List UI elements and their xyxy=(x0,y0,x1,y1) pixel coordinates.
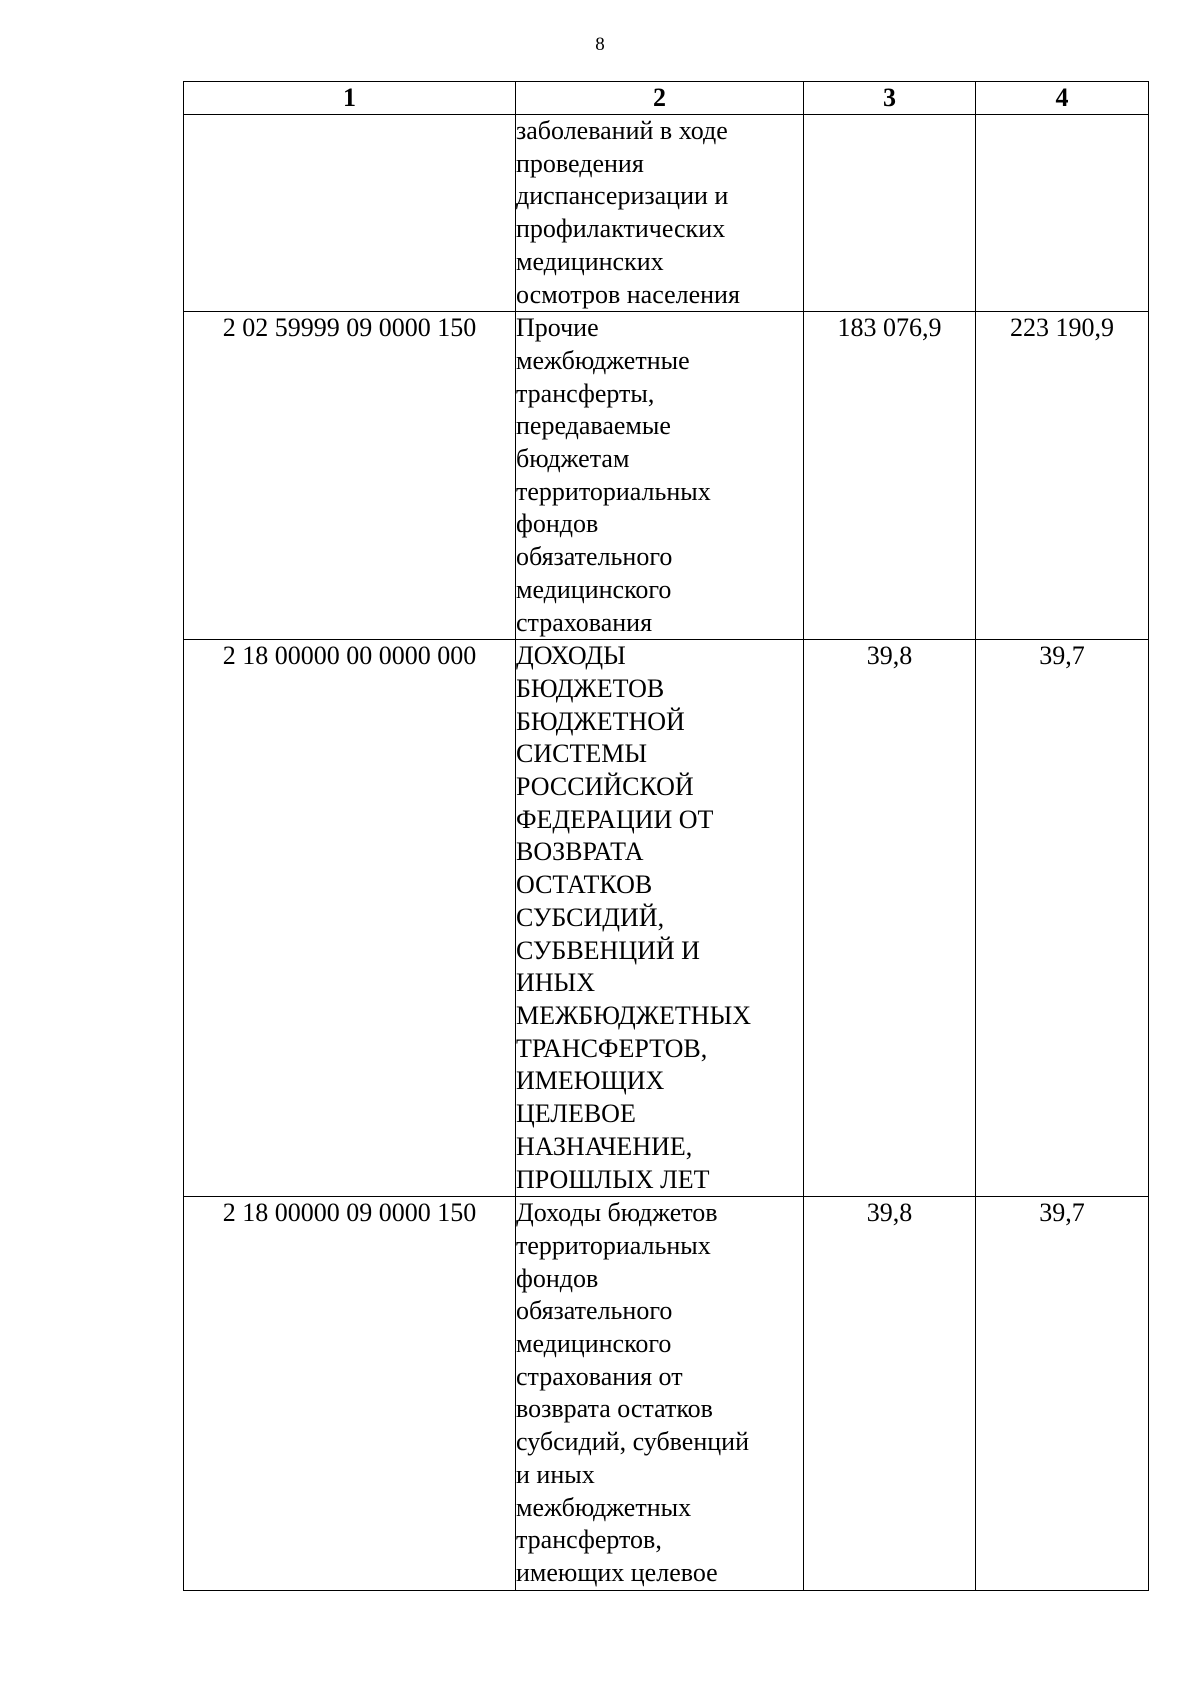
table-header-row xyxy=(184,82,1149,115)
row-code: 2 02 59999 09 0000 150 xyxy=(184,312,516,640)
row-value-3: 39,8 xyxy=(804,640,976,1197)
page-number: 8 xyxy=(595,34,605,55)
table-row xyxy=(184,115,1149,312)
row-description: Прочие межбюджетные трансферты, передаваемые бюджетам территориальных фондов обязательного медицинского страхования xyxy=(516,312,804,640)
row-code xyxy=(184,115,516,312)
column-header-3: 3 xyxy=(804,82,976,115)
table-row xyxy=(184,1197,1149,1590)
row-value-3: 183 076,9 xyxy=(804,312,976,640)
row-value-4: 223 190,9 xyxy=(976,312,1149,640)
row-value-3: 39,8 xyxy=(804,1197,976,1590)
row-value-3 xyxy=(804,115,976,312)
column-header-2: 2 xyxy=(516,82,804,115)
table-row xyxy=(184,312,1149,640)
row-description: ДОХОДЫ БЮДЖЕТОВ БЮДЖЕТНОЙ СИСТЕМЫ РОССИЙСКОЙ ФЕДЕРАЦИИ ОТ ВОЗВРАТА ОСТАТКОВ СУБСИДИЙ, СУБВЕНЦИЙ И ИНЫХ МЕЖБЮДЖЕТНЫХ ТРАНСФЕРТОВ, ИМЕЮЩИХ ЦЕЛЕВОЕ НАЗНАЧЕНИЕ, ПРОШЛЫХ ЛЕТ xyxy=(516,640,804,1197)
column-header-1: 1 xyxy=(184,82,516,115)
row-description: заболеваний в ходе проведения диспансеризации и профилактических медицинских осмотров населения xyxy=(516,115,804,312)
row-code: 2 18 00000 00 0000 000 xyxy=(184,640,516,1197)
row-value-4: 39,7 xyxy=(976,1197,1149,1590)
table-row xyxy=(184,640,1149,1197)
row-description: Доходы бюджетов территориальных фондов обязательного медицинского страхования от возврата остатков субсидий, субвенций и иных межбюджетных трансфертов, имеющих целевое xyxy=(516,1197,804,1590)
budget-table xyxy=(183,81,1149,1591)
column-header-4: 4 xyxy=(976,82,1149,115)
row-value-4 xyxy=(976,115,1149,312)
row-value-4: 39,7 xyxy=(976,640,1149,1197)
row-code: 2 18 00000 09 0000 150 xyxy=(184,1197,516,1590)
